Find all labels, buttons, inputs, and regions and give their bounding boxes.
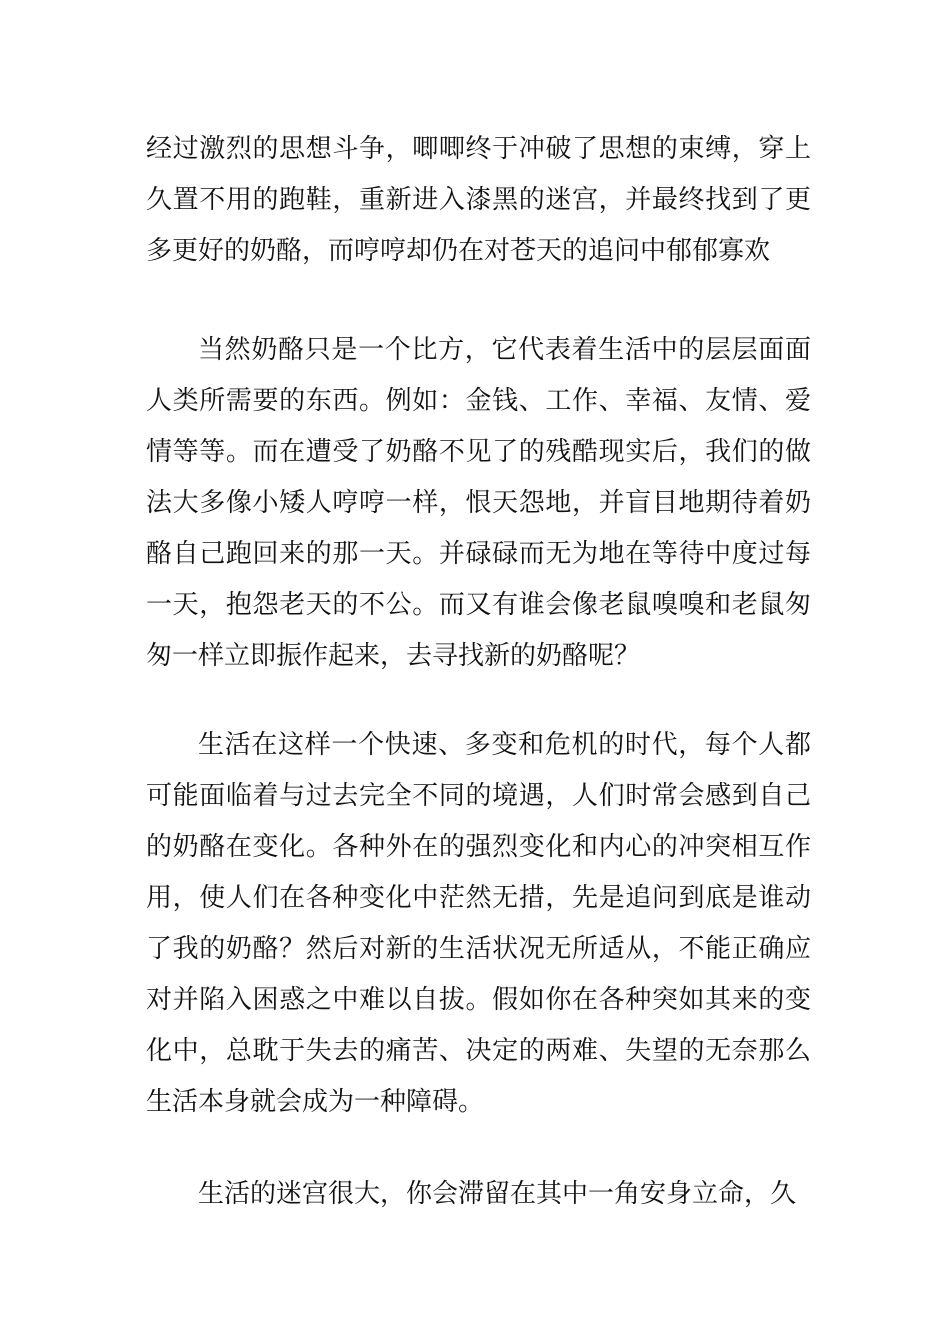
paragraph-1: 经过激烈的思想斗争，唧唧终于冲破了思想的束缚，穿上久置不用的跑鞋，重新进入漆黑的迷宫，并最终找到了更多更好的奶酪，而哼哼却仍在对苍天的追问中郁郁寡欢 — [146, 134, 811, 266]
paragraph-2: 当然奶酪只是一个比方，它代表着生活中的层层面面人类所需要的东西。例如：金钱、工作、幸福、友情、爱情等等。而在遭受了奶酪不见了的残酷现实后，我们的做法大多像小矮人哼哼一样，恨天怨地，并盲目地期待着奶酪自己跑回来的那一天。并碌碌而无为地在等待中度过每一天，抱怨老天的不公。而又有谁会像老鼠嗅嗅和老鼠匆匆一样立即振作起来，去寻找新的奶酪呢？ — [146, 335, 811, 671]
paragraph-3: 生活在这样一个快速、多变和危机的时代，每个人都可能面临着与过去完全不同的境遇，人们时常会感到自己的奶酪在变化。各种外在的强烈变化和内心的冲突相互作用，使人们在各种变化中茫然无措，先是追问到底是谁动了我的奶酪？然后对新的生活状况无所适从，不能正确应对并陷入困惑之中难以自拔。假如你在各种突如其来的变化中，总耽于失去的痛苦、决定的两难、失望的无奈那么生活本身就会成为一种障碍。 — [146, 730, 811, 1117]
paragraph-4: 生活的迷宫很大，你会滞留在其中一角安身立命，久 — [198, 1179, 797, 1209]
